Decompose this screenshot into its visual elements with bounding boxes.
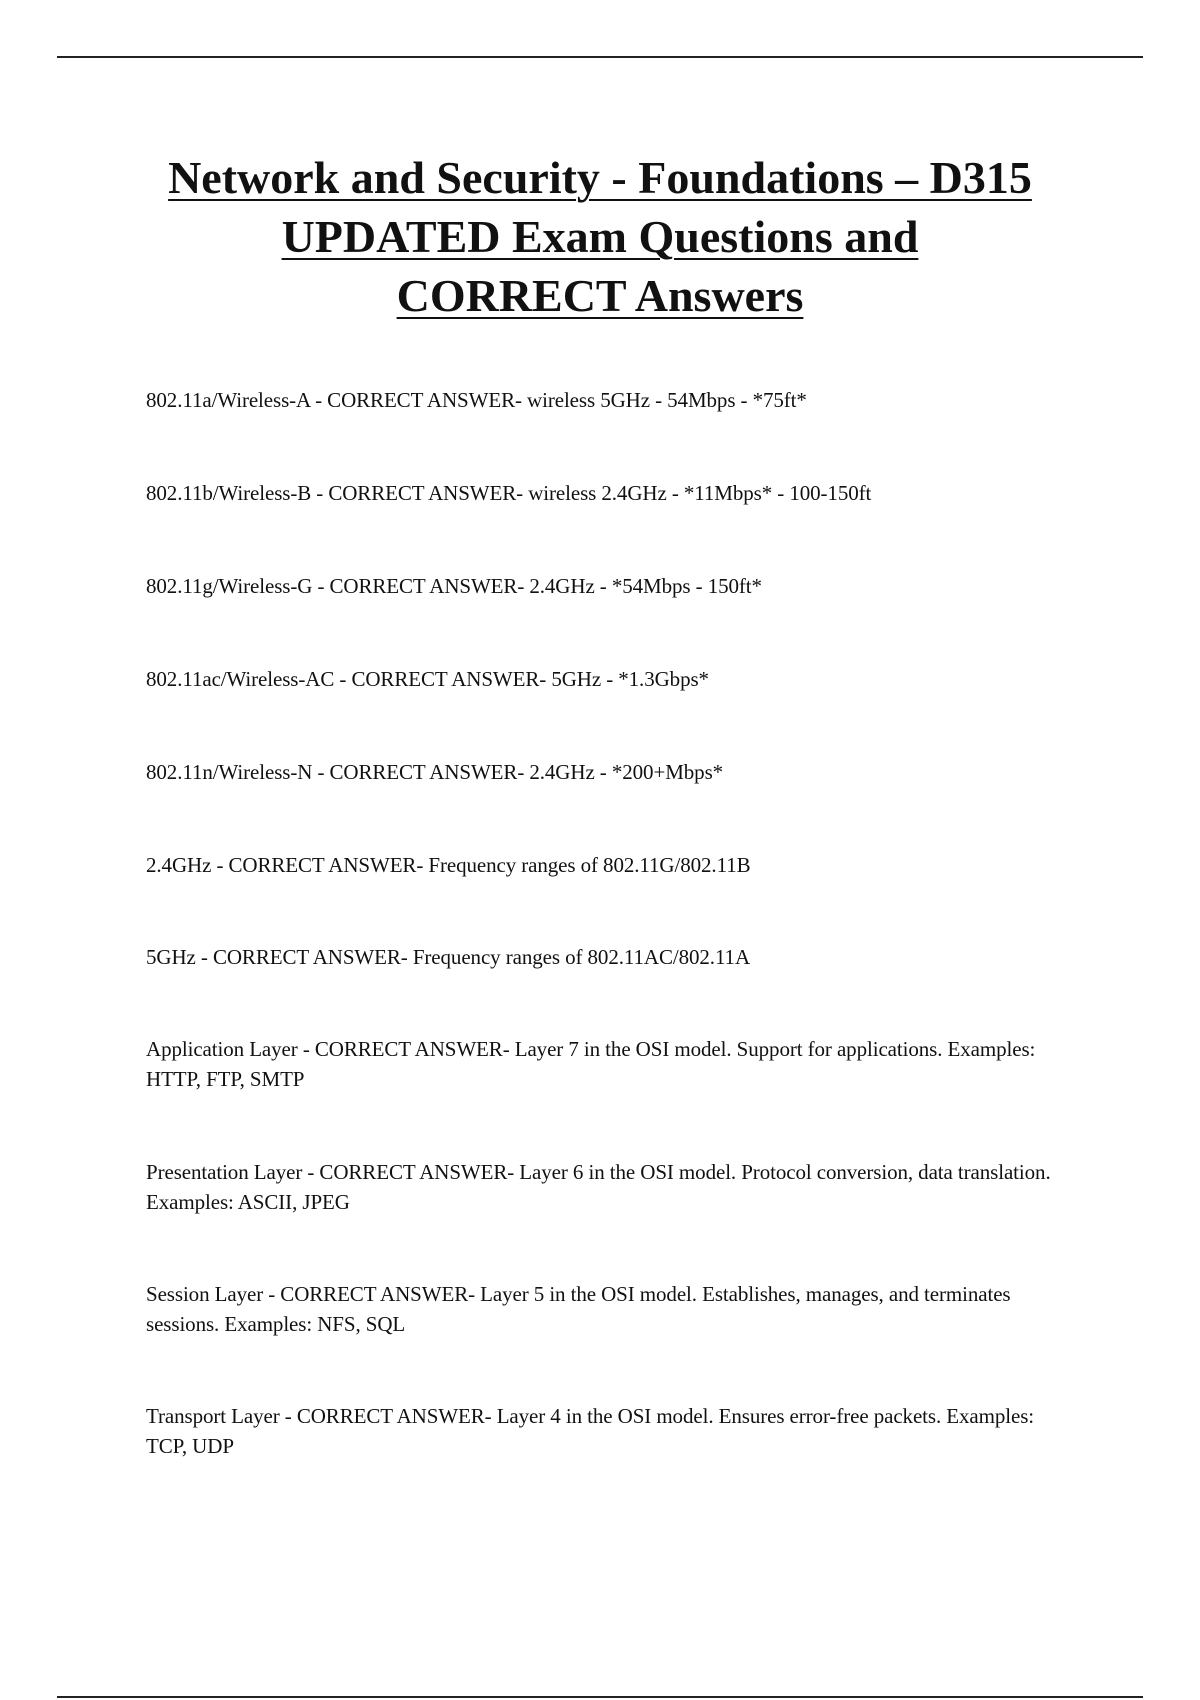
qa-item-application-layer [146,1034,1066,1094]
qa-list [146,0,1066,1700]
footer-rule [57,1696,1143,1698]
qa-separator: - CORRECT ANSWER- [195,945,413,969]
qa-term: 802.11b/Wireless-B [146,481,312,505]
title-line-1: Network and Security - Foundations – D315 [168,152,1032,203]
qa-separator: - CORRECT ANSWER- [302,1160,520,1184]
qa-item-presentation-layer [146,1157,1066,1217]
qa-separator: - CORRECT ANSWER- [211,853,429,877]
qa-item-session-layer [146,1279,1066,1339]
qa-separator: - CORRECT ANSWER- [312,760,530,784]
qa-term: Presentation Layer [146,1160,303,1184]
qa-term: Session Layer [146,1282,264,1306]
qa-item-wireless-a [146,385,1066,415]
qa-term: 802.11a/Wireless-A [146,388,310,412]
qa-item-wireless-b [146,478,1066,508]
title-line-3: CORRECT Answers [396,270,804,321]
qa-term: Transport Layer [146,1404,280,1428]
qa-separator: - CORRECT ANSWER- [312,574,530,598]
qa-item-wireless-g [146,571,1066,601]
title-line-2: UPDATED Exam Questions and [281,211,919,262]
qa-term: 802.11ac/Wireless-AC [146,667,335,691]
qa-item-wireless-ac [146,664,1066,694]
qa-answer: Layer 7 in the OSI model. Support for applications. Examples: HTTP, FTP, SMTP [146,1037,1036,1091]
qa-separator: - CORRECT ANSWER- [297,1037,515,1061]
qa-answer: 2.4GHz - *54Mbps - 150ft* [529,574,762,598]
qa-answer: wireless 5GHz - 54Mbps - *75ft* [527,388,807,412]
qa-answer: wireless 2.4GHz - *11Mbps* - 100-150ft [528,481,872,505]
qa-separator: - CORRECT ANSWER- [311,481,529,505]
qa-item-2-4ghz [146,850,1066,880]
qa-answer: Layer 4 in the OSI model. Ensures error-free packets. Examples: TCP, UDP [146,1404,1035,1458]
qa-term: 802.11n/Wireless-N [146,760,313,784]
qa-answer: 2.4GHz - *200+Mbps* [529,760,724,784]
qa-separator: - CORRECT ANSWER- [309,388,528,412]
qa-answer: Frequency ranges of 802.11G/802.11B [428,853,751,877]
qa-separator: - CORRECT ANSWER- [279,1404,497,1428]
qa-item-transport-layer [146,1401,1066,1461]
qa-answer: Frequency ranges of 802.11AC/802.11A [412,945,751,969]
qa-separator: - CORRECT ANSWER- [263,1282,481,1306]
qa-answer: Layer 5 in the OSI model. Establishes, manages, and terminates sessions. Examples: NFS, SQL [146,1282,1011,1336]
qa-term: 2.4GHz [146,853,212,877]
qa-answer: 5GHz - *1.3Gbps* [551,667,709,691]
qa-term: 5GHz [146,945,196,969]
qa-separator: - CORRECT ANSWER- [334,667,552,691]
qa-term: Application Layer [146,1037,298,1061]
qa-term: 802.11g/Wireless-G [146,574,313,598]
qa-item-wireless-n [146,757,1066,787]
qa-answer: Layer 6 in the OSI model. Protocol conversion, data translation. Examples: ASCII, JPEG [146,1160,1051,1214]
qa-item-5ghz [146,942,1066,972]
